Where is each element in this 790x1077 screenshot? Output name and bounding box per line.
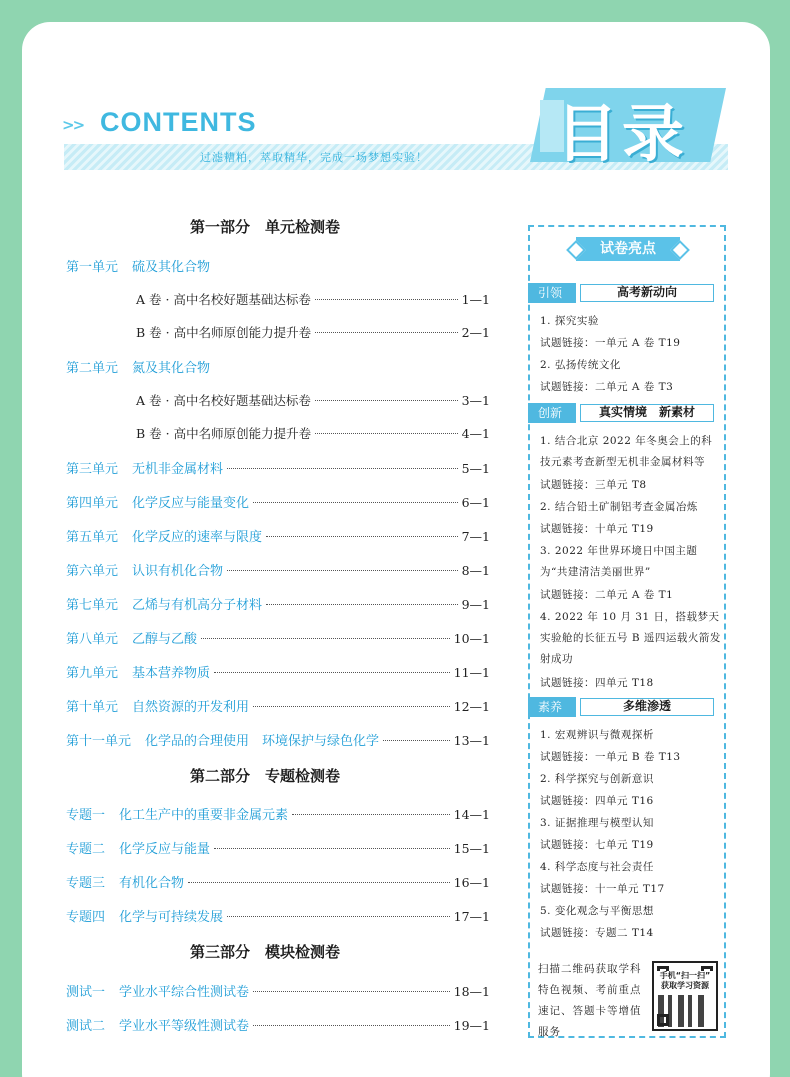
toc-title: 有机化合物 [119, 876, 185, 891]
panel-item: 试题链接：专题二 T14 [540, 927, 654, 939]
toc-title: A 卷 · 高中名校好题基础达标卷 [136, 393, 311, 408]
toc-row[interactable] [66, 357, 490, 375]
toc-label: 第三单元 [66, 462, 119, 477]
toc-page: 15—1 [453, 841, 490, 856]
panel-tag [528, 403, 726, 423]
toc-row[interactable] [136, 391, 490, 409]
panel-item: 试题链接：四单元 T16 [540, 795, 654, 807]
tag-label: 引领 [528, 283, 576, 303]
toc-title: 化学与可持续发展 [119, 910, 224, 925]
tag-label: 创新 [528, 403, 576, 423]
toc-title: B 卷 · 高中名师原创能力提升卷 [136, 426, 312, 441]
toc-label: 第六单元 [66, 564, 119, 579]
toc-leader [315, 332, 458, 333]
toc-row[interactable] [66, 458, 490, 476]
toc-leader [315, 299, 458, 300]
tag-title: 高考新动向 [580, 284, 714, 302]
toc-page: 9—1 [461, 597, 490, 612]
mulu-title: 目录 [556, 97, 689, 170]
toc-title: 无机非金属材料 [132, 462, 224, 477]
toc-page: 13—1 [453, 733, 490, 748]
toc-title: 化工生产中的重要非金属元素 [119, 808, 289, 823]
qr-description: 扫描二维码获取学科特色视频、考前重点速记、答题卡等增值服务 [538, 963, 642, 1038]
qr-caption-line: 获取学习资源 [661, 981, 709, 990]
tag-label: 素养 [528, 697, 576, 717]
toc-row[interactable] [66, 662, 490, 680]
toc-leader [253, 991, 450, 992]
panel-item: 4. 科学态度与社会责任 [540, 861, 654, 873]
panel-item: 4. 2022 年 10 月 31 日，搭载梦天实验舱的长征五号 B 遥四运载火箭发射成功 [540, 611, 721, 665]
toc-page: 18—1 [453, 984, 490, 999]
panel-item: 3. 2022 年世界环境日中国主题为“共建清洁美丽世界” [540, 545, 698, 578]
toc-row[interactable] [66, 981, 490, 999]
panel-item: 1. 宏观辨识与微观探析 [540, 729, 654, 741]
toc-label: 专题一 [66, 808, 106, 823]
toc-label: 第九单元 [66, 666, 119, 681]
toc-page: 2—1 [461, 325, 490, 340]
toc-row[interactable] [66, 838, 490, 856]
toc-leader [188, 882, 450, 883]
toc-label: 第五单元 [66, 530, 119, 545]
toc-title: 化学反应的速率与限度 [132, 530, 263, 545]
toc-page: 10—1 [453, 631, 490, 646]
panel-item: 试题链接：二单元 A 卷 T3 [540, 381, 674, 393]
toc-title: 乙烯与有机高分子材料 [132, 598, 263, 613]
toc-label: 第十单元 [66, 700, 119, 715]
toc-row[interactable] [136, 424, 490, 442]
panel-item: 2. 弘扬传统文化 [540, 359, 621, 371]
panel-item: 5. 变化观念与平衡思想 [540, 905, 654, 917]
toc-row[interactable] [136, 323, 490, 341]
toc-title: 化学品的合理使用 环境保护与绿色化学 [145, 734, 380, 749]
section-title: 第二部分 专题检测卷 [189, 767, 340, 785]
toc-title: 认识有机化合物 [132, 564, 224, 579]
toc-row[interactable] [66, 560, 490, 578]
toc-title: 化学反应与能量变化 [132, 496, 250, 511]
panel-item: 试题链接：七单元 T19 [540, 839, 654, 851]
panel-item: 3. 证据推理与模型认知 [540, 817, 654, 829]
toc-page: 11—1 [453, 665, 490, 680]
qr-pattern [658, 995, 712, 1027]
toc-leader [315, 433, 458, 434]
toc-title: 学业水平等级性测试卷 [119, 1019, 250, 1034]
toc-label: 专题二 [66, 842, 106, 857]
toc-leader [266, 536, 458, 537]
toc-title: 化学反应与能量 [119, 842, 211, 857]
toc-row[interactable] [136, 290, 490, 308]
toc-page: 19—1 [453, 1018, 490, 1033]
toc-page: 8—1 [461, 563, 490, 578]
toc-leader [292, 814, 450, 815]
toc-page: 7—1 [461, 529, 490, 544]
toc-page: 16—1 [453, 875, 490, 890]
toc-page: 5—1 [461, 461, 490, 476]
toc-label: 第四单元 [66, 496, 119, 511]
panel-tag [528, 283, 726, 303]
toc-title: 乙醇与乙酸 [132, 632, 198, 647]
toc-label: 第一单元 [66, 260, 119, 275]
toc-title: 自然资源的开发利用 [132, 700, 250, 715]
toc-title: 硫及其化合物 [132, 260, 211, 275]
panel-item: 试题链接：三单元 T8 [540, 479, 647, 491]
panel-item: 试题链接：十一单元 T17 [540, 883, 665, 895]
toc-leader [383, 740, 450, 741]
panel-item: 2. 科学探究与创新意识 [540, 773, 654, 785]
toc-title: 学业水平综合性测试卷 [119, 985, 250, 1000]
panel-item: 试题链接：一单元 B 卷 T13 [540, 751, 681, 763]
toc-leader [253, 706, 450, 707]
toc-label: 第二单元 [66, 361, 119, 376]
toc-page: 14—1 [453, 807, 490, 822]
toc-title: 氮及其化合物 [132, 361, 211, 376]
qr-caption [656, 971, 714, 991]
toc-row[interactable] [66, 906, 490, 924]
toc-row[interactable] [66, 256, 490, 274]
toc-label: 第十一单元 [66, 734, 132, 749]
toc-title: B 卷 · 高中名师原创能力提升卷 [136, 325, 312, 340]
toc-label: 第七单元 [66, 598, 119, 613]
toc-row[interactable] [66, 696, 490, 714]
toc-label: 测试一 [66, 985, 106, 1000]
panel-item: 试题链接：十单元 T19 [540, 523, 654, 535]
toc-leader [227, 570, 458, 571]
highlights-panel [528, 225, 726, 1038]
panel-item: 1. 探究实验 [540, 315, 599, 327]
panel-heading: 试卷亮点 [576, 237, 680, 261]
tag-title: 真实情境 新素材 [580, 404, 714, 422]
toc-leader [201, 638, 450, 639]
section-title: 第一部分 单元检测卷 [189, 218, 340, 236]
toc-leader [227, 916, 450, 917]
toc-row[interactable] [66, 526, 490, 544]
toc-page: 6—1 [461, 495, 490, 510]
toc-leader [214, 848, 450, 849]
toc-leader [214, 672, 450, 673]
toc-row[interactable] [66, 492, 490, 510]
toc-title: 基本营养物质 [132, 666, 211, 681]
panel-item: 2. 结合铅土矿制铝考查金属冶炼 [540, 501, 698, 513]
toc-row[interactable] [66, 628, 490, 646]
toc-page: 1—1 [461, 292, 490, 307]
qr-code[interactable] [652, 961, 718, 1031]
contents-title: CONTENTS [100, 107, 257, 137]
toc-leader [227, 468, 458, 469]
toc-title: A 卷 · 高中名校好题基础达标卷 [136, 292, 311, 307]
toc-leader [253, 1025, 450, 1026]
toc-page: 3—1 [461, 393, 490, 408]
tag-title: 多维渗透 [580, 698, 714, 716]
toc-row[interactable] [66, 872, 490, 890]
toc-row[interactable] [66, 1015, 490, 1033]
panel-item: 1. 结合北京 2022 年冬奥会上的科技元素考查新型无机非金属材料等 [540, 435, 713, 468]
panel-tag [528, 697, 726, 717]
toc-page: 17—1 [453, 909, 490, 924]
toc-page: 4—1 [461, 426, 490, 441]
panel-item: 试题链接：四单元 T18 [540, 677, 654, 689]
toc-label: 专题三 [66, 876, 106, 891]
toc-row[interactable] [66, 804, 490, 822]
header-slogan: 过滤糟粕，萃取精华，完成一场梦想实验！ [200, 151, 428, 164]
toc-label: 测试二 [66, 1019, 106, 1034]
toc-row[interactable] [66, 594, 490, 612]
toc-label: 第八单元 [66, 632, 119, 647]
header-arrows: >> [62, 116, 84, 134]
qr-caption-line: 手机“扫一扫” [659, 971, 711, 980]
toc-row[interactable] [66, 730, 490, 748]
panel-item: 试题链接：二单元 A 卷 T1 [540, 589, 674, 601]
section-title: 第三部分 模块检测卷 [189, 943, 340, 961]
toc-leader [315, 400, 458, 401]
toc-leader [253, 502, 458, 503]
toc-label: 专题四 [66, 910, 106, 925]
panel-item: 试题链接：一单元 A 卷 T19 [540, 337, 681, 349]
toc-page: 12—1 [453, 699, 490, 714]
toc-leader [266, 604, 458, 605]
